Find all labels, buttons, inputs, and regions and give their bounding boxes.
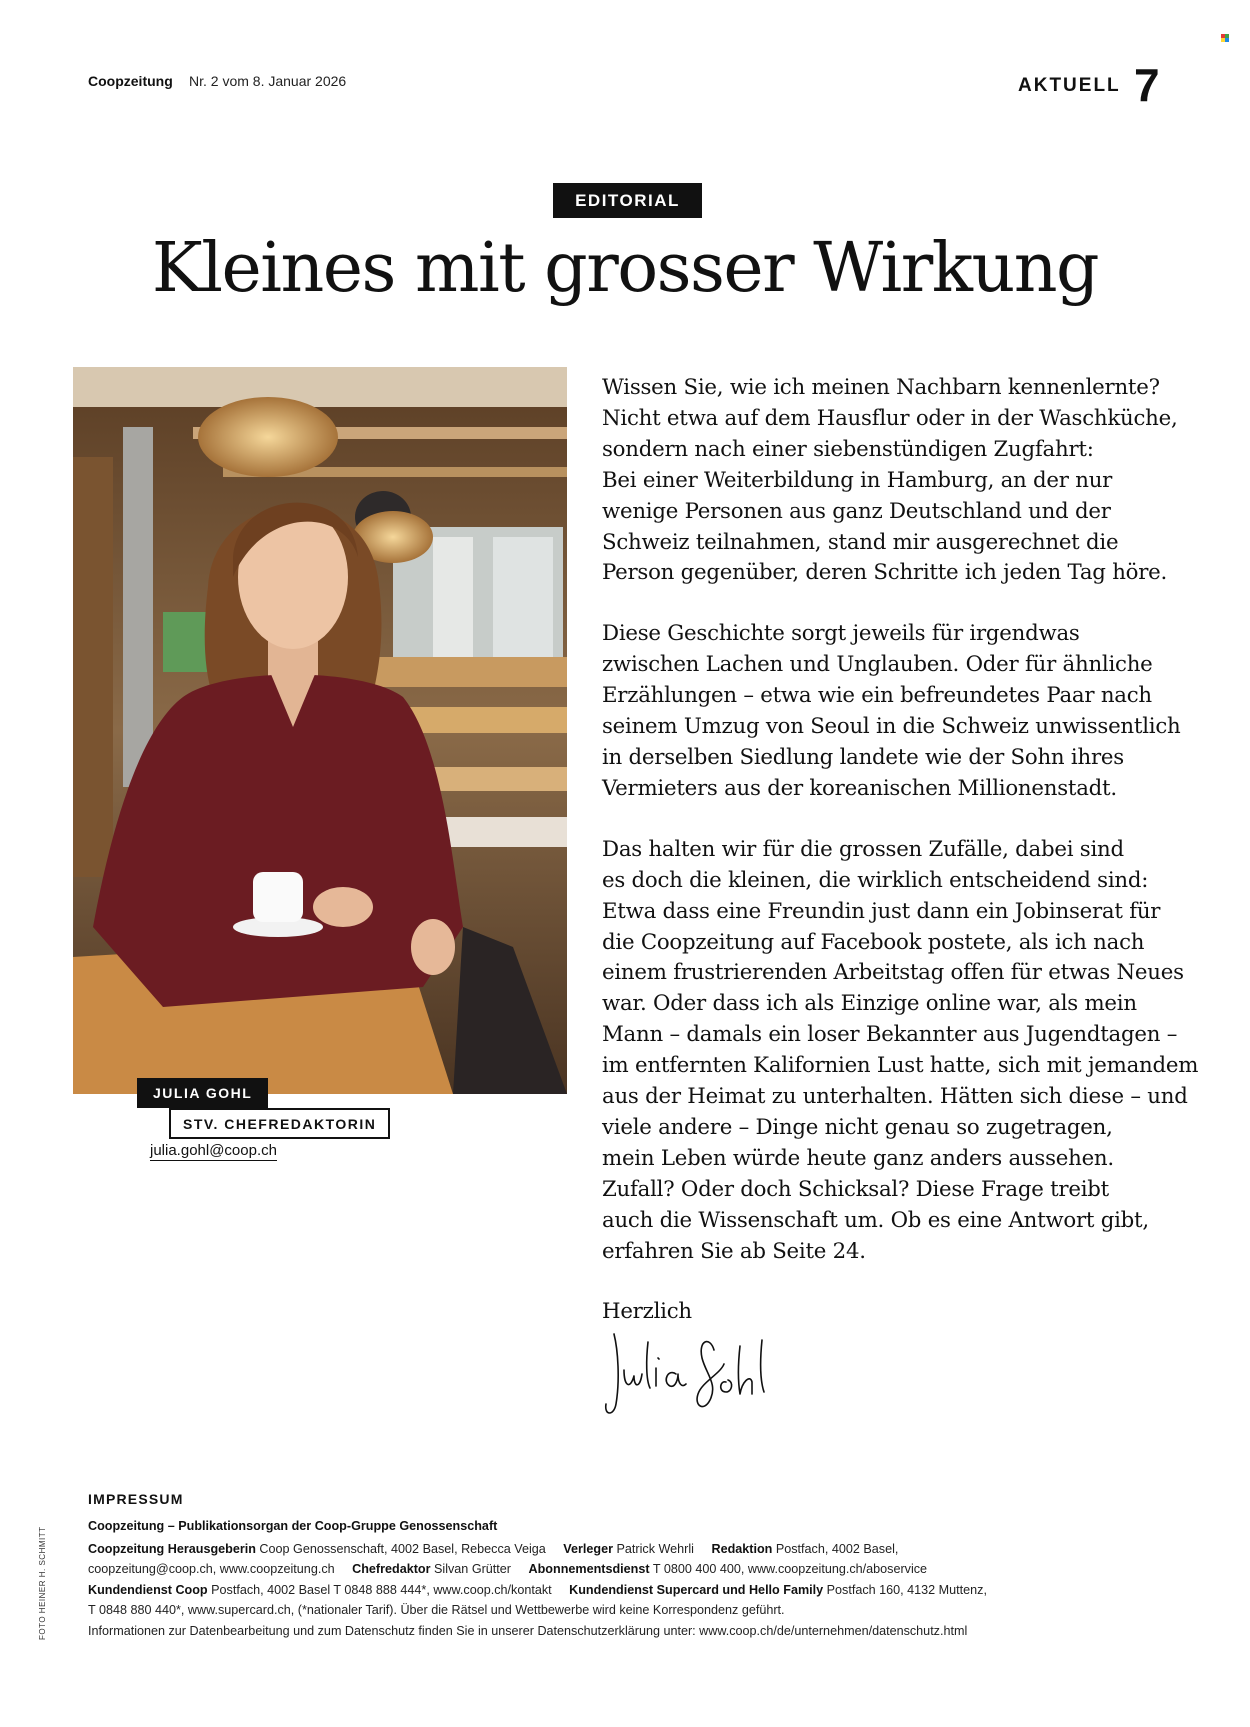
impressum-label: Kundendienst Supercard und Hello Family	[569, 1582, 824, 1597]
photo-credit: FOTO HEINER H. SCHMITT	[38, 1526, 47, 1640]
color-registration-mark	[1221, 34, 1229, 42]
impressum-value: Patrick Wehrli	[613, 1541, 694, 1556]
article-paragraph: Das halten wir für die grossen Zufälle, dabei sind es doch die kleinen, die wirklich entscheidend sind: Etwa dass eine Freundin just dann ein Jobinserat für die Coopzeitung auf Facebook postete, als ich nach einem frustrierenden Arbeitstag offen für etwas Neues war. Oder dass ich als Einzige online war, als mein Mann – damals ein loser Bekannter aus Jugendtagen – im entfernten Kalifornien Lust hatte, sich mit jemandem aus der Heimat zu unterhalten. Hätten sich diese – und viele andere – Dinge nicht genau so zugetragen, mein Leben würde heute ganz anders aussehen. Zufall? Oder doch Schicksal? Diese Frage treibt auch die Wissenschaft um. Ob es eine Antwort gibt, erfahren Sie ab Seite 24.	[602, 836, 1199, 1264]
author-role-label: STV. CHEFREDAKTORIN	[169, 1108, 390, 1139]
impressum-label: Chefredaktor	[352, 1562, 431, 1576]
article-paragraph: Diese Geschichte sorgt jeweils für irgendwas zwischen Lachen und Unglauben. Oder für ähnliche Erzählungen – etwa wie ein befreundetes Paar nach seinem Umzug von Seoul in die Schweiz unwissentlich in derselben Siedlung landete wie der Sohn ihres Vermieters aus der koreanischen Millionenstadt.	[602, 621, 1181, 801]
article-paragraph: Wissen Sie, wie ich meinen Nachbarn kennenlernte? Nicht etwa auf dem Hausflur oder in der Waschküche, sondern nach einer siebenstündigen Zugfahrt: Bei einer Weiterbildung in Hamburg, an der nur wenige Personen aus ganz Deutschland und der Schweiz teilnahmen, stand mir ausgerechnet die Person gegenüber, deren Schritte ich jeden Tag höre.	[602, 375, 1178, 586]
article-headline: Kleines mit grosser Wirkung	[151, 229, 1099, 308]
impressum-label: Kundendienst Coop	[88, 1582, 208, 1597]
impressum-label: Verleger	[563, 1541, 614, 1556]
impressum-value: T 0800 400 400, www.coopzeitung.ch/aboservice	[649, 1562, 928, 1576]
editorial-kicker: EDITORIAL	[553, 183, 702, 218]
impressum-value: Postfach 160, 4132 Muttenz,	[823, 1582, 987, 1597]
page-number: 7	[1134, 59, 1160, 111]
publication-name: Coopzeitung	[88, 73, 173, 89]
impressum-contact[interactable]: coopzeitung@coop.ch, www.coopzeitung.ch	[88, 1562, 335, 1576]
impressum-subtitle: Coopzeitung – Publikationsorgan der Coop-Gruppe Genossenschaft	[88, 1519, 498, 1533]
article-body	[602, 373, 1202, 1328]
impressum-block	[88, 1516, 1208, 1641]
author-email-link[interactable]: julia.gohl@coop.ch	[150, 1142, 277, 1159]
impressum-value: Postfach, 4002 Basel T 0848 888 444*, www.coop.ch/kontakt	[207, 1582, 552, 1597]
impressum-title: IMPRESSUM	[88, 1491, 184, 1507]
issue-date: Nr. 2 vom 8. Januar 2026	[189, 73, 347, 89]
impressum-line: T 0848 880 440*, www.supercard.ch, (*nationaler Tarif). Über die Rätsel und Wettbewerbe wird keine Korrespondenz geführt.	[88, 1603, 785, 1617]
impressum-label: Redaktion	[711, 1541, 773, 1556]
section-label: AKTUELL	[1018, 75, 1121, 96]
article-closing: Herzlich	[602, 1299, 692, 1325]
author-name-label: JULIA GOHL	[137, 1078, 268, 1108]
impressum-privacy-line: Informationen zur Datenbearbeitung und zum Datenschutz finden Sie in unserer Datenschutzerklärung unter: www.coop.ch/de/unternehmen/datenschutz.html	[88, 1623, 968, 1638]
author-portrait-photo	[73, 367, 567, 1094]
impressum-value: Silvan Grütter	[430, 1562, 512, 1576]
impressum-value: Coop Genossenschaft, 4002 Basel, Rebecca Veiga	[255, 1541, 546, 1556]
author-signature	[594, 1330, 784, 1422]
impressum-label: Abonnementsdienst	[528, 1562, 650, 1576]
impressum-label: Coopzeitung Herausgeberin	[88, 1541, 256, 1556]
impressum-value: Postfach, 4002 Basel,	[772, 1541, 899, 1556]
